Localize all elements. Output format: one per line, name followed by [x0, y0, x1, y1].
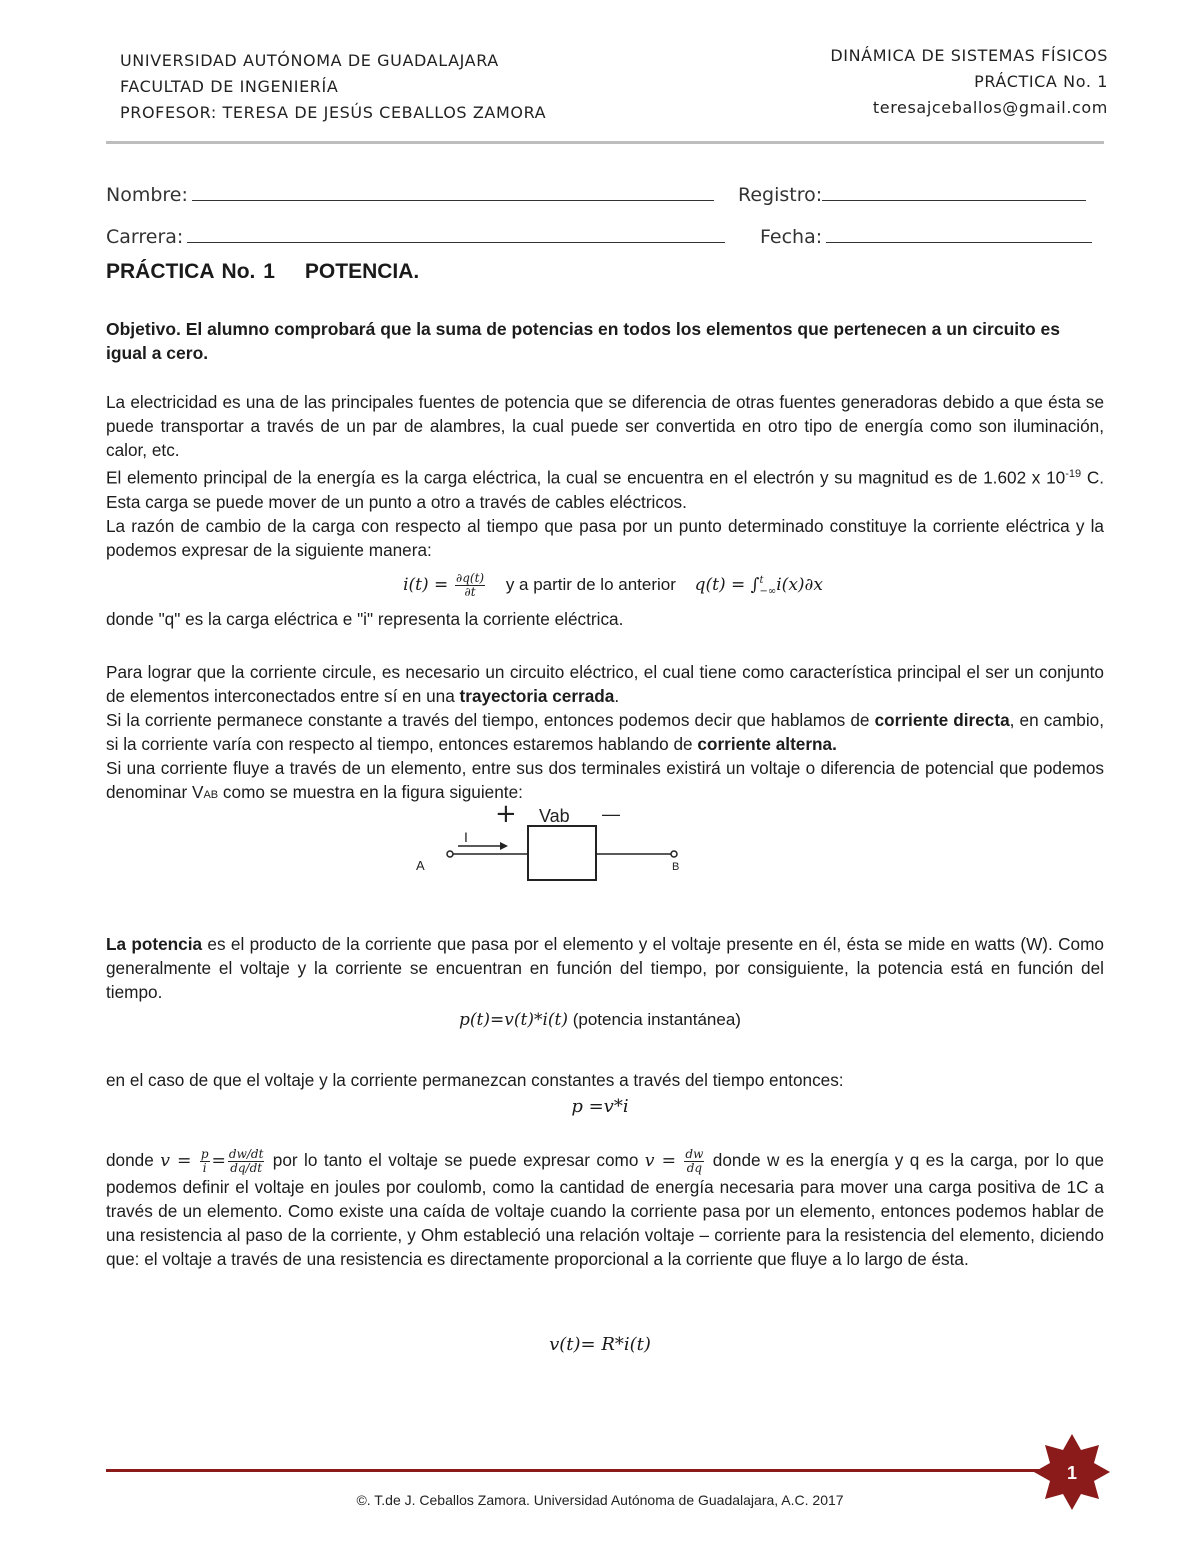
element-diagram: [400, 798, 700, 890]
eq1-integrand: i(x)∂x: [776, 575, 823, 595]
fraction-p-over-i: $\frac{p}{i}$: [200, 1147, 209, 1175]
paragraph-definitions: donde "q" es la carga eléctrica e "i" representa la corriente eléctrica.: [106, 609, 624, 629]
registro-blank[interactable]: [822, 180, 1086, 201]
carrera-blank[interactable]: [187, 222, 725, 243]
vab-label: Vab: [539, 806, 570, 826]
eq1-fraction: $\frac{\partial q(t)}{\partial t}$: [456, 571, 485, 600]
equation-instant-power: [0, 1010, 1200, 1030]
practice-title: [106, 260, 449, 284]
objective: Objetivo. El alumno comprobará que la suma de potencias en todos los elementos que pertenecen a un circuito es igual a cero.: [106, 319, 1060, 363]
practice-number: PRÁCTICA No. 1: [974, 72, 1108, 91]
registro-field[interactable]: [738, 180, 1086, 206]
eq1-connector: y a partir de lo anterior: [505, 575, 676, 594]
node-a-label: A: [416, 858, 425, 873]
fecha-blank[interactable]: [826, 222, 1092, 243]
paragraph-dc-ac: Si la corriente permanece constante a través del tiempo, entonces podemos decir que hablamos de corriente directa, en cambio, si la corriente varía con respecto al tiempo, entonces estaremos hablando de corriente alterna.: [106, 710, 1104, 754]
university-name: UNIVERSIDAD AUTÓNOMA DE GUADALAJARA: [120, 51, 499, 70]
footer-copyright: ©. T.de J. Ceballos Zamora. Universidad Autónoma de Guadalajara, A.C. 2017: [356, 1492, 844, 1508]
fecha-label: Fecha:: [760, 226, 823, 248]
paragraph-voltage: Si una corriente fluye a través de un elemento, entre sus dos terminales existirá un voltaje o diferencia de potencial que podemos denominar VAB como se muestra en la figura siguiente:: [106, 758, 1104, 802]
header-right: [830, 43, 1108, 121]
paragraph-circuit: Para lograr que la corriente circule, es necesario un circuito eléctrico, el cual tiene como característica principal el ser un conjunto de elementos interconectados entre sí en una trayectoria cerrada.: [106, 662, 1104, 706]
fraction-dw-dq-rates: $\frac{dw/dt}{dq/dt}$: [228, 1147, 264, 1175]
footer-divider: [106, 1469, 1040, 1472]
course-name: DINÁMICA DE SISTEMAS FÍSICOS: [830, 46, 1108, 65]
equation-power: p =v*i: [571, 1096, 629, 1117]
nombre-field[interactable]: [106, 180, 714, 206]
paragraph-constant: en el caso de que el voltaje y la corriente permanezcan constantes a través del tiempo entonces:: [106, 1070, 844, 1090]
page-number: 1: [1066, 1463, 1078, 1483]
fecha-field[interactable]: [760, 222, 1092, 248]
header-left: [120, 48, 546, 126]
header-divider: [106, 141, 1104, 144]
faculty-name: FACULTAD DE INGENIERÍA: [120, 77, 339, 96]
registro-label: Registro:: [738, 184, 823, 206]
nombre-label: Nombre:: [106, 184, 188, 206]
node-b-label: B: [672, 861, 680, 873]
eq2-note: (potencia instantánea): [568, 1010, 741, 1029]
eq1-lhs: i(t) =: [403, 575, 449, 595]
fraction-dw-dq: $\frac{dw}{dq}$: [685, 1147, 704, 1175]
current-label: I: [464, 829, 468, 845]
eq2-formula: p(t)=v(t)*i(t): [459, 1010, 568, 1030]
terminal-b: [671, 851, 677, 857]
terminal-a: [447, 851, 453, 857]
paragraph-voltage-definition: donde v = $\frac{p}{i}$ = $\frac{dw/dt}{dq/dt}$ por lo tanto el voltaje se puede expresar como v = $\frac{dw}{dq}$ donde w es la energía y q es la carga, por lo que podemos definir el voltaje en joules por coulomb, como la cantidad de energía necesaria para mover una carga positiva de 1C a través de un elemento. Como existe una caída de voltaje cuando la corriente pasa por un elemento, entonces podemos hablar de una resistencia al paso de la corriente, y Ohm estableció una relación voltaje – corriente para la resistencia del elemento, diciendo que: el voltaje a través de una resistencia es directamente proporcional a la corriente que fluye a lo largo de ésta.: [106, 1147, 1104, 1269]
minus-sign: —: [602, 804, 620, 824]
equation-current: [0, 566, 1200, 604]
element-box: [528, 826, 596, 880]
circuit-block: [106, 660, 1104, 807]
plus-sign: +: [495, 799, 517, 829]
current-arrow-head: [500, 842, 508, 850]
paragraph-power: La potencia es el producto de la corriente que pasa por el elemento y el voltaje presente en él, ésta se mide en watts (W). Como generalmente el voltaje y la corriente se encuentran en función del tiempo, por consiguiente, la potencia está en función del tiempo.: [106, 934, 1104, 1002]
paragraph-electricity: La electricidad es una de las principales fuentes de potencia que se diferencia de otras fuentes generadoras debido a que ésta se puede transportar a través de un par de alambres, la cual puede ser convertida en otro tipo de energía como son iluminación, calor, etc.: [106, 392, 1104, 460]
practice-title-topic: POTENCIA.: [304, 260, 420, 283]
contact-email: teresajceballos@gmail.com: [872, 98, 1108, 117]
eq1-limits: t −∞: [759, 574, 777, 597]
carrera-label: Carrera:: [106, 226, 184, 248]
equation-ohm: v(t)= R*i(t): [549, 1334, 651, 1355]
practice-title-number: PRÁCTICA No. 1: [106, 260, 275, 283]
paragraph-charge: El elemento principal de la energía es la carga eléctrica, la cual se encuentra en el electrón y su magnitud es de 1.602 x $10^{-19}$ C. Esta carga se puede mover de un punto a otro a través de cables eléctricos.: [106, 467, 1105, 512]
professor-name: PROFESOR: TERESA DE JESÚS CEBALLOS ZAMORA: [120, 103, 547, 122]
nombre-blank[interactable]: [192, 180, 714, 201]
intro-block: [106, 390, 1104, 562]
carrera-field[interactable]: [106, 222, 725, 248]
eq1-rhs: q(t) = ∫: [694, 575, 760, 595]
paragraph-current: La razón de cambio de la carga con respecto al tiempo que pasa por un punto determinado constituye la corriente eléctrica y la podemos expresar de la siguiente manera:: [106, 515, 1104, 560]
